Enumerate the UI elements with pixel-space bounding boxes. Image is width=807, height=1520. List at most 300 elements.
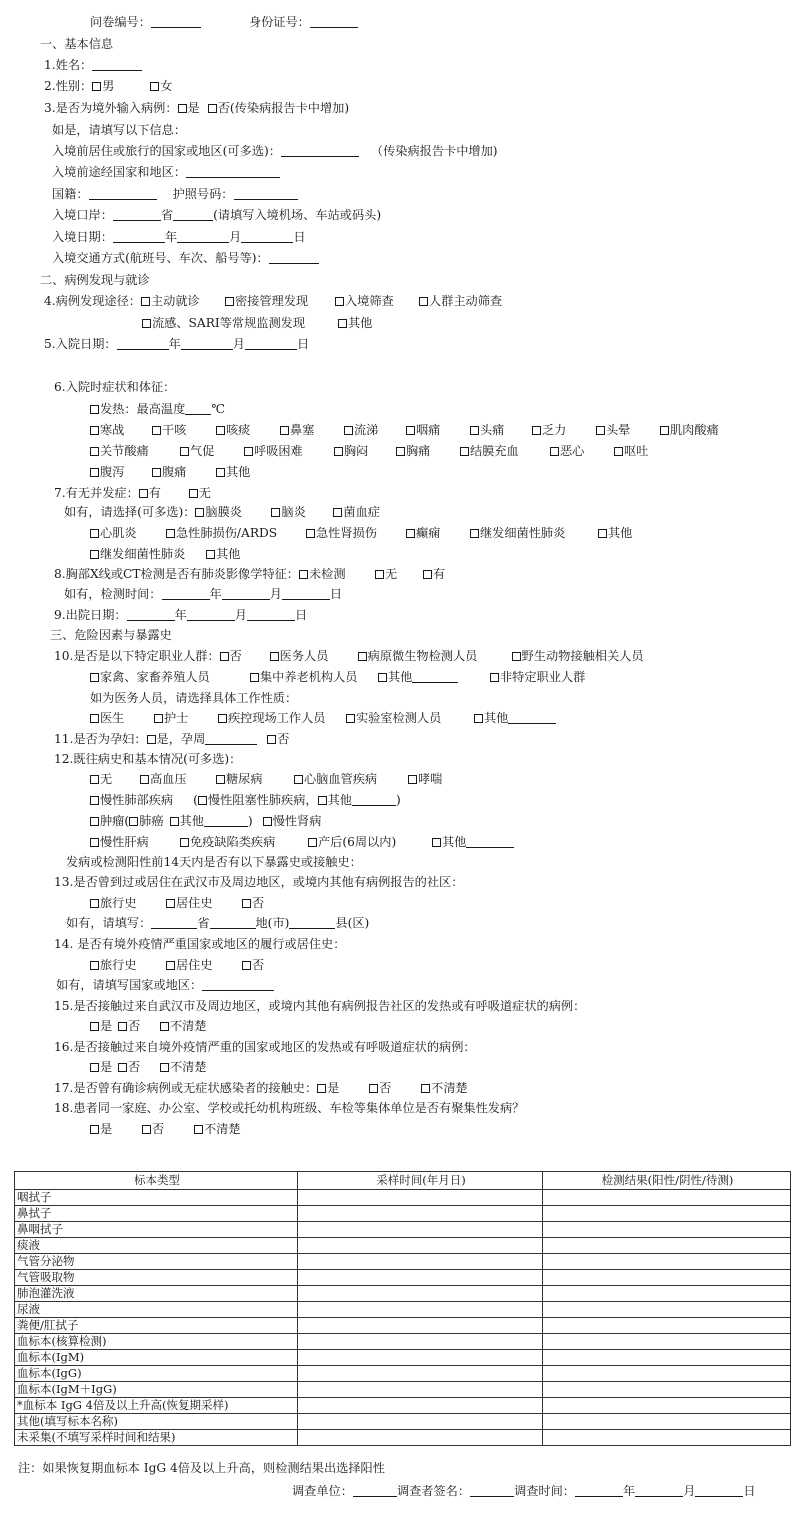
q15-opt-checkbox[interactable] [160,1022,169,1031]
complication-checkbox[interactable] [306,529,315,538]
specimen-type-cell: *血标本 IgG 4倍及以上升高(恢复期采样) [15,1398,298,1414]
result-cell[interactable] [543,1238,791,1254]
q4-opt-label: 流感、SARI等常规监测发现 [152,316,306,330]
q4-opt-checkbox[interactable] [335,297,344,306]
q8-opt-label: 未检测 [308,567,346,581]
history-checkbox[interactable] [216,775,225,784]
symptom-checkbox[interactable] [396,447,405,456]
specimen-type-cell: 气管吸取物 [15,1270,298,1286]
q4-opt-label: 入境筛查 [344,294,394,308]
sampling-time-cell[interactable] [298,1398,543,1414]
section-title-basic: 一、基本信息 [40,37,114,51]
q5-admission [44,336,309,352]
q7-choose-label: 如有，请选择(可多选)： [64,505,196,519]
year-label: 年 [174,608,187,622]
survey-unit-label: 调查单位： [292,1484,353,1498]
occupation-checkbox[interactable] [490,673,499,682]
q13-opts [90,895,264,911]
history-checkbox[interactable] [308,838,317,847]
discharge-month-field[interactable] [187,608,235,621]
q12-label: 12.既往病史和基本情况(可多选)： [54,752,242,766]
male-label: 男 [102,79,115,93]
specimen-type-cell: 咽拭子 [15,1190,298,1206]
symptom-label: 其他 [226,465,251,479]
pregnant-yes-checkbox[interactable] [147,735,156,744]
q8-month-field[interactable] [222,587,270,600]
q3-imported [44,100,349,116]
lung-disease-checkbox[interactable] [90,796,99,805]
survey-time-label: 调查时间： [514,1484,575,1498]
complication-label: 脑炎 [281,505,306,519]
symptom-checkbox[interactable] [90,426,99,435]
q4-opt-checkbox[interactable] [338,319,347,328]
admission-year-field[interactable] [117,337,169,350]
symptom-checkbox[interactable] [614,447,623,456]
history-checkbox[interactable] [408,775,417,784]
occupation-checkbox[interactable] [358,652,367,661]
symptom-checkbox[interactable] [152,468,161,477]
specimen-type-cell: 血标本(核算检测) [15,1334,298,1350]
q17-opt-label: 不清楚 [431,1081,468,1095]
medical-role-label: 其他 [484,711,509,725]
q16-opts [90,1059,207,1075]
q16-opt-label: 不清楚 [170,1060,207,1074]
q4-label: 4.病例发现途径： [44,294,141,308]
sampling-time-cell[interactable] [298,1254,543,1270]
q13-opt-label: 旅行史 [100,896,137,910]
transit-field[interactable] [186,165,280,178]
symptom-checkbox[interactable] [344,426,353,435]
q17-opt-checkbox[interactable] [317,1084,326,1093]
specimen-type-cell: 血标本(IgM) [15,1350,298,1366]
day-label: 日 [743,1484,756,1498]
symptom-checkbox[interactable] [216,426,225,435]
q13-province-label: 省 [197,916,210,930]
transit-label: 入境前途经国家和地区： [52,165,187,179]
history-checkbox[interactable] [140,775,149,784]
q13-city-field[interactable] [210,916,256,929]
complication-label: 心肌炎 [100,526,137,540]
medical-role-checkbox[interactable] [90,714,99,723]
day-label: 日 [293,230,306,244]
q4-opt-label: 密接管理发现 [234,294,309,308]
result-cell[interactable] [543,1318,791,1334]
q8-opt-checkbox[interactable] [375,570,384,579]
sampling-time-cell[interactable] [298,1334,543,1350]
tumor-other-field[interactable] [204,814,248,827]
q2-gender [44,78,173,94]
complication-checkbox[interactable] [406,529,415,538]
result-cell[interactable] [543,1206,791,1222]
symptom-label: 头晕 [606,423,631,437]
sampling-time-cell[interactable] [298,1238,543,1254]
q17-contact [54,1080,468,1096]
specimen-type-cell: 粪便/肛拭子 [15,1318,298,1334]
nationality-field[interactable] [89,187,157,200]
copd-label: 慢性阻塞性肺疾病， [207,793,318,807]
q13-label: 13.是否曾到过或居住在武汉市及周边地区，或境内其他有病例报告的社区： [54,875,464,889]
medical-role-label: 实验室检测人员 [356,711,442,725]
entry-month-field[interactable] [177,230,229,243]
q8-day-field[interactable] [282,587,330,600]
symptom-checkbox[interactable] [90,447,99,456]
specimen-type-cell: 其他(填写标本名称) [15,1414,298,1430]
symptom-label: 腹痛 [162,465,187,479]
result-cell[interactable] [543,1350,791,1366]
female-checkbox[interactable] [150,82,159,91]
complication-checkbox[interactable] [598,529,607,538]
history-label: 无 [100,772,113,786]
lung-other-field[interactable] [352,793,396,806]
kidney-checkbox[interactable] [263,817,272,826]
specimen-table-body [15,1190,791,1446]
port-province-label: 省 [160,208,174,222]
q8-year-field[interactable] [162,587,210,600]
sampling-time-cell[interactable] [298,1382,543,1398]
sampling-time-cell[interactable] [298,1222,543,1238]
imported-yes-checkbox[interactable] [178,104,187,113]
table-row [15,1270,791,1286]
q6-label: 6.入院时症状和体征： [54,380,176,394]
result-cell[interactable] [543,1414,791,1430]
transport-label: 入境交通方式(航班号、车次、船号等)： [52,251,269,265]
q15-opts [90,1018,207,1034]
id-no-field[interactable] [310,15,358,28]
q6-fever [90,401,225,417]
investigator-field[interactable] [470,1484,514,1497]
symptom-label: 胸闷 [344,444,369,458]
history-label: 心脑血管疾病 [304,772,378,786]
q16-opt-checkbox[interactable] [118,1063,127,1072]
history-label: 哮喘 [418,772,443,786]
admission-month-field[interactable] [181,337,233,350]
symptom-checkbox[interactable] [550,447,559,456]
occupation-label: 病原微生物检测人员 [367,649,478,663]
sampling-time-cell[interactable] [298,1318,543,1334]
q10-medical-note: 如为医务人员，请选择具体工作性质： [90,691,298,705]
q17-opt-label: 是 [327,1081,340,1095]
port-label: 入境口岸： [52,208,113,222]
occupation-label: 家禽、家畜养殖人员 [100,670,210,684]
month-label: 月 [232,337,245,351]
admission-date-label: 5.入院日期： [44,337,117,351]
q12-row4 [90,834,514,850]
footer-line [292,1483,756,1499]
sampling-time-cell[interactable] [298,1350,543,1366]
occupation-other-field[interactable] [412,670,458,683]
q4-row2 [142,315,372,331]
symptom-checkbox[interactable] [334,447,343,456]
symptom-label: 肌肉酸痛 [670,423,719,437]
specimen-type-cell: 血标本(IgG) [15,1366,298,1382]
result-cell[interactable] [543,1302,791,1318]
section-title-discovery: 二、病例发现与就诊 [40,273,150,287]
sampling-time-cell[interactable] [298,1302,543,1318]
complication-label: 癫痫 [416,526,441,540]
occupation-label: 其他 [388,670,413,684]
female-label: 女 [160,79,173,93]
history-label: 高血压 [150,772,187,786]
q18-opt-checkbox[interactable] [90,1125,99,1134]
occupation-label: 非特定职业人群 [500,670,586,684]
pregnant-no-checkbox[interactable] [267,735,276,744]
lung-other-checkbox[interactable] [318,796,327,805]
survey-unit-field[interactable] [353,1484,397,1497]
q6-row2 [90,443,648,459]
admission-day-field[interactable] [245,337,297,350]
history-checkbox[interactable] [90,838,99,847]
q15-opt-checkbox[interactable] [118,1022,127,1031]
sampling-time-cell[interactable] [298,1270,543,1286]
port-place-field[interactable] [173,208,213,221]
q8-opt-checkbox[interactable] [299,570,308,579]
q18-opt-checkbox[interactable] [142,1125,151,1134]
symptom-label: 头痛 [480,423,505,437]
q4-opt-checkbox[interactable] [419,297,428,306]
symptom-checkbox[interactable] [406,426,415,435]
questionnaire-no-field[interactable] [151,15,201,28]
q15-opt-label: 是 [100,1019,113,1033]
symptom-checkbox[interactable] [596,426,605,435]
occupation-checkbox[interactable] [90,673,99,682]
specimen-type-cell: 未采集(不填写采样时间和结果) [15,1430,298,1446]
discharge-year-field[interactable] [127,608,175,621]
q13-county-field[interactable] [289,916,335,929]
complication-checkbox[interactable] [166,529,175,538]
lung-cancer-checkbox[interactable] [129,817,138,826]
q13-city-label: 地(市) [255,916,290,930]
complication-checkbox[interactable] [90,529,99,538]
month-label: 月 [269,587,282,601]
q8-opt-checkbox[interactable] [423,570,432,579]
q14-country-field[interactable] [202,978,274,991]
q8-opt-label: 无 [384,567,398,581]
q15-opt-label: 不清楚 [170,1019,207,1033]
result-cell[interactable] [543,1398,791,1414]
q18-opt-checkbox[interactable] [194,1125,203,1134]
pregnant-no-label: 否 [277,732,290,746]
q16-opt-label: 否 [128,1060,141,1074]
result-cell[interactable] [543,1190,791,1206]
copd-checkbox[interactable] [198,796,207,805]
port-province-field[interactable] [113,208,161,221]
col-specimen-type: 标本类型 [15,1172,298,1190]
tumor-other-checkbox[interactable] [170,817,179,826]
lung-disease-label: 慢性肺部疾病 [100,793,174,807]
result-cell[interactable] [543,1382,791,1398]
q10-row1 [54,648,644,664]
symptom-label: 寒战 [100,423,125,437]
sampling-time-cell[interactable] [298,1206,543,1222]
tumor-checkbox[interactable] [90,817,99,826]
transport-field[interactable] [269,251,319,264]
q4-opt-checkbox[interactable] [225,297,234,306]
occupation-checkbox[interactable] [220,652,229,661]
complication-checkbox[interactable] [206,550,215,559]
male-checkbox[interactable] [92,82,101,91]
specimen-type-cell: 气管分泌物 [15,1254,298,1270]
q4-opt-checkbox[interactable] [142,319,151,328]
q14-opt-checkbox[interactable] [166,961,175,970]
passport-field[interactable] [234,187,298,200]
q14-opt-checkbox[interactable] [242,961,251,970]
discharge-day-field[interactable] [247,608,295,621]
result-cell[interactable] [543,1366,791,1382]
q16-opt-checkbox[interactable] [160,1063,169,1072]
table-row [15,1254,791,1270]
entry-year-field[interactable] [113,230,165,243]
complication-label: 急性肺损伤/ARDS [176,526,278,540]
sampling-time-cell[interactable] [298,1286,543,1302]
fever-checkbox[interactable] [90,405,99,414]
complication-checkbox[interactable] [333,508,342,517]
pregnant-yes-label: 是，孕周 [156,732,206,746]
table-header-row [15,1172,791,1190]
symptom-checkbox[interactable] [180,447,189,456]
occupation-checkbox[interactable] [378,673,387,682]
symptom-checkbox[interactable] [532,426,541,435]
max-temp-field[interactable] [185,402,211,415]
complication-label: 脑膜炎 [205,505,242,519]
passport-label: 护照号码： [172,187,234,201]
q17-opt-checkbox[interactable] [369,1084,378,1093]
medical-role-checkbox[interactable] [474,714,483,723]
sampling-time-cell[interactable] [298,1430,543,1446]
history-label: 慢性肝病 [100,835,149,849]
history-checkbox[interactable] [90,775,99,784]
countries-field[interactable] [281,144,359,157]
table-row [15,1318,791,1334]
discharge-label: 9.出院日期： [54,608,127,622]
q14-opt-label: 否 [252,958,265,972]
imported-label: 3.是否为境外输入病例： [44,101,178,115]
symptom-checkbox[interactable] [152,426,161,435]
medical-role-checkbox[interactable] [218,714,227,723]
survey-day-field[interactable] [695,1484,743,1497]
id-no-label: 身份证号： [248,15,310,29]
transport-line [52,250,319,266]
q4-opt-checkbox[interactable] [141,297,150,306]
imported-no-checkbox[interactable] [208,104,217,113]
q15-opt-label: 否 [128,1019,141,1033]
q14-opt-label: 旅行史 [100,958,137,972]
specimen-type-cell: 痰液 [15,1238,298,1254]
q7-opt-checkbox[interactable] [189,489,198,498]
symptom-label: 乏力 [542,423,567,437]
q8-chest [54,566,445,582]
name-label: 1.姓名： [44,58,93,72]
sampling-time-cell[interactable] [298,1190,543,1206]
result-cell[interactable] [543,1222,791,1238]
occupation-checkbox[interactable] [250,673,259,682]
occupation-label: 否 [229,649,242,663]
survey-month-field[interactable] [635,1484,683,1497]
symptom-checkbox[interactable] [244,447,253,456]
survey-year-field[interactable] [575,1484,623,1497]
name-field[interactable] [92,58,142,71]
specimen-type-cell: 肺泡灌洗液 [15,1286,298,1302]
entry-day-field[interactable] [241,230,293,243]
history-checkbox[interactable] [180,838,189,847]
medical-role-label: 医生 [100,711,125,725]
complication-checkbox[interactable] [195,508,204,517]
q16-opt-checkbox[interactable] [90,1063,99,1072]
month-label: 月 [229,230,242,244]
history-checkbox[interactable] [432,838,441,847]
q9-discharge [54,607,307,623]
q10-row2 [90,669,585,685]
symptom-checkbox[interactable] [280,426,289,435]
occupation-checkbox[interactable] [270,652,279,661]
q18-opt-label: 否 [152,1122,165,1136]
result-cell[interactable] [543,1430,791,1446]
medical-role-checkbox[interactable] [346,714,355,723]
symptom-checkbox[interactable] [90,468,99,477]
imported-no-label: 否(传染病报告卡中增加) [217,101,350,115]
q14-opt-checkbox[interactable] [90,961,99,970]
medical-role-other-field[interactable] [508,711,556,724]
complication-checkbox[interactable] [470,529,479,538]
symptom-label: 流涕 [354,423,379,437]
q13-opt-checkbox[interactable] [166,899,175,908]
result-cell[interactable] [543,1254,791,1270]
q13-opt-checkbox[interactable] [242,899,251,908]
q7-opt-checkbox[interactable] [139,489,148,498]
gender-label: 2.性别： [44,79,93,93]
symptom-label: 呕吐 [624,444,649,458]
complication-label: 急性肾损伤 [316,526,377,540]
complication-checkbox[interactable] [271,508,280,517]
table-row [15,1382,791,1398]
q13-province-field[interactable] [151,916,197,929]
gestation-week-field[interactable] [205,732,257,745]
symptom-checkbox[interactable] [460,447,469,456]
symptom-checkbox[interactable] [470,426,479,435]
q17-opt-checkbox[interactable] [421,1084,430,1093]
countries-label: 入境前居住或旅行的国家或地区(可多选)： [52,144,281,158]
q7-opt-label: 无 [198,486,211,500]
q10-row3 [90,710,556,726]
symptom-checkbox[interactable] [216,468,225,477]
sampling-time-cell[interactable] [298,1366,543,1382]
specimen-type-cell: 血标本(IgM＋IgG) [15,1382,298,1398]
month-label: 月 [683,1484,696,1498]
q17-opt-label: 否 [379,1081,392,1095]
symptom-label: 咳痰 [226,423,251,437]
history-checkbox[interactable] [294,775,303,784]
result-cell[interactable] [543,1270,791,1286]
port-line [52,207,381,223]
q11-pregnant [54,731,289,747]
q14-fill [56,977,274,993]
occupation-checkbox[interactable] [512,652,521,661]
q12-row1 [90,771,442,787]
q8-label: 8.胸部X线或CT检测是否有肺炎影像学特征： [54,567,299,581]
medical-role-checkbox[interactable] [154,714,163,723]
q15-opt-checkbox[interactable] [90,1022,99,1031]
q13-county-label: 县(区) [335,916,370,930]
table-row [15,1414,791,1430]
sampling-time-cell[interactable] [298,1414,543,1430]
q13-opt-checkbox[interactable] [90,899,99,908]
exposure-intro: 发病或检测阳性前14天内是否有以下暴露史或接触史： [66,855,362,869]
complication-checkbox[interactable] [90,550,99,559]
result-cell[interactable] [543,1286,791,1302]
symptom-checkbox[interactable] [660,426,669,435]
history-other-field[interactable] [466,835,514,848]
result-cell[interactable] [543,1334,791,1350]
q14-opts [90,957,264,973]
